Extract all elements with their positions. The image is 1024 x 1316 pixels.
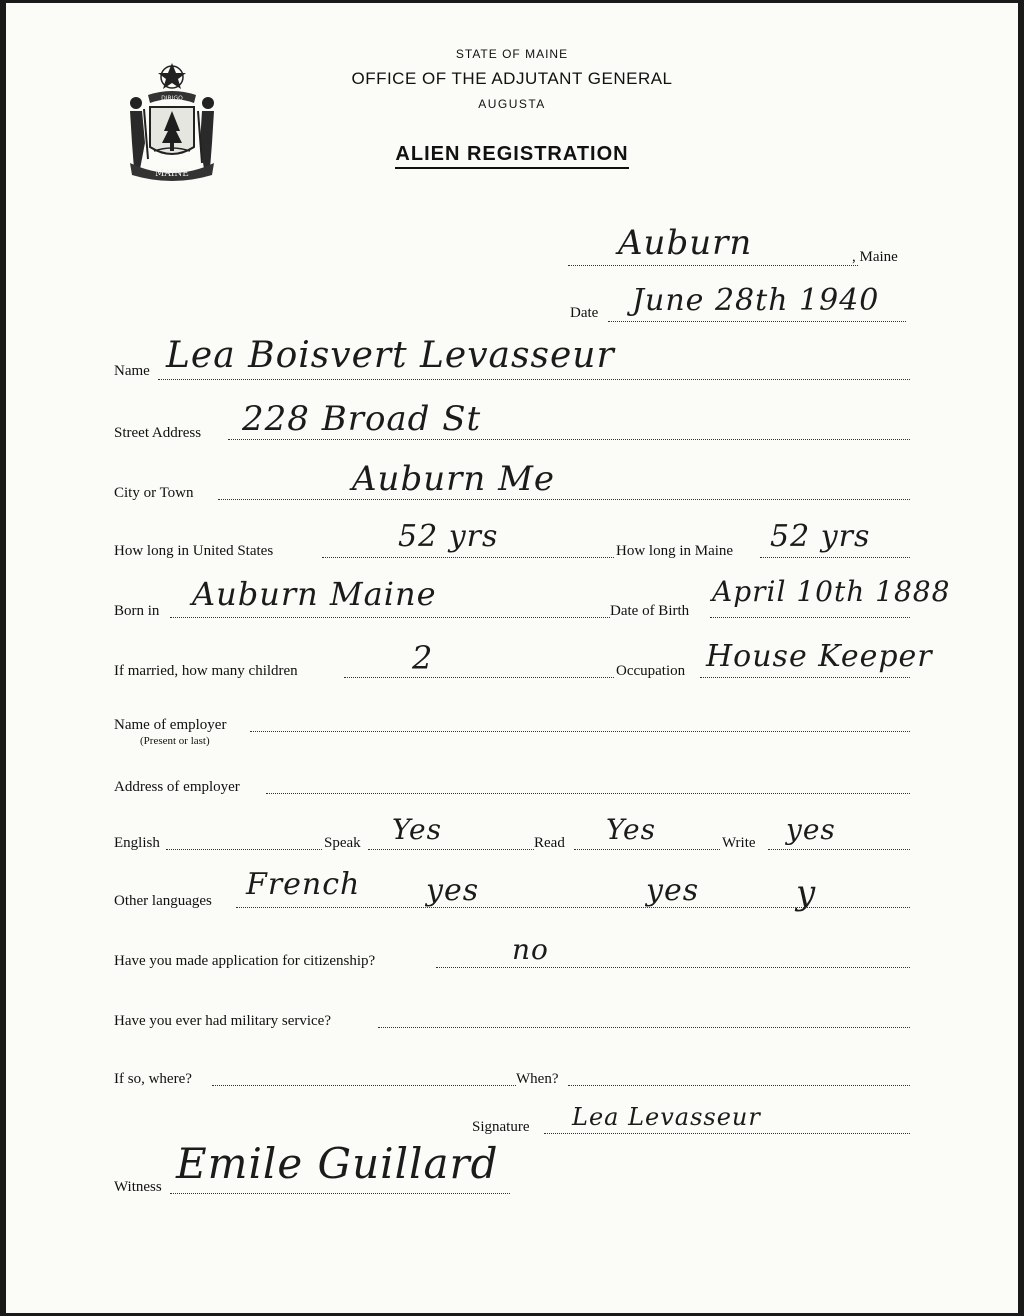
city-value: Auburn Me: [352, 459, 556, 499]
header-state: STATE OF MAINE: [455, 47, 569, 61]
occupation-label: Occupation: [616, 663, 686, 679]
citizenship-label: Have you made application for citizenship?: [114, 953, 376, 969]
read-label: Read: [534, 835, 565, 851]
other-read-value: yes: [646, 873, 700, 908]
citizenship-line: [436, 967, 910, 968]
date-value: June 28th 1940: [632, 283, 880, 318]
english-label: English: [114, 835, 160, 851]
witness-label: Witness: [114, 1179, 162, 1195]
town-line: [568, 265, 858, 266]
born-label: Born in: [114, 603, 160, 619]
dob-label: Date of Birth: [610, 603, 690, 619]
employer-line: [250, 731, 910, 732]
speak-line: [368, 849, 534, 850]
name-label: Name: [114, 363, 150, 379]
date-label: Date: [570, 305, 599, 321]
other-speak-value: yes: [426, 873, 480, 908]
military-line: [378, 1027, 910, 1028]
city-line: [218, 499, 910, 500]
page-title: ALIEN REGISTRATION: [395, 143, 628, 169]
occupation-value: House Keeper: [706, 639, 933, 674]
street-value: 228 Broad St: [242, 399, 482, 439]
signature-label: Signature: [472, 1119, 530, 1135]
dob-value: April 10th 1888: [712, 575, 951, 608]
children-value: 2: [412, 639, 434, 677]
born-line: [170, 617, 610, 618]
maine-value: 52 yrs: [770, 519, 871, 554]
where-line: [212, 1085, 516, 1086]
witness-value: Emile Guillard: [176, 1139, 499, 1188]
signature-line: [544, 1133, 910, 1134]
write-value: yes: [786, 813, 836, 846]
city-label: City or Town: [114, 485, 194, 501]
date-line: [608, 321, 906, 322]
witness-line: [170, 1193, 510, 1194]
children-label: If married, how many children: [114, 663, 298, 679]
other-lang-label: Other languages: [114, 893, 212, 909]
citizenship-value: no: [512, 933, 549, 966]
us-line: [322, 557, 614, 558]
street-line: [228, 439, 910, 440]
name-value: Lea Boisvert Levasseur: [166, 335, 615, 376]
street-label: Street Address: [114, 425, 202, 441]
other-lang-value: French: [246, 867, 361, 902]
born-value: Auburn Maine: [192, 575, 437, 613]
employer-addr-label: Address of employer: [114, 779, 240, 795]
english-line: [166, 849, 322, 850]
header-city: AUGUSTA: [478, 97, 546, 111]
signature-value: Lea Levasseur: [572, 1103, 761, 1131]
maine-line: [760, 557, 910, 558]
when-line: [568, 1085, 910, 1086]
military-label: Have you ever had military service?: [114, 1013, 331, 1029]
svg-text:MAINE: MAINE: [155, 169, 189, 179]
speak-value: Yes: [392, 813, 442, 846]
name-line: [158, 379, 910, 380]
children-line: [344, 677, 614, 678]
maine-label: How long in Maine: [616, 543, 734, 559]
where-label: If so, where?: [114, 1071, 192, 1087]
dob-line: [710, 617, 910, 618]
employer-sub: (Present or last): [140, 735, 210, 747]
header-office: OFFICE OF THE ADJUTANT GENERAL: [351, 69, 673, 88]
employer-label: Name of employer: [114, 717, 227, 733]
speak-label: Speak: [324, 835, 361, 851]
town-value: Auburn: [618, 223, 753, 263]
employer-addr-line: [266, 793, 910, 794]
title-wrap: [6, 143, 1018, 166]
us-label: How long in United States: [114, 543, 274, 559]
state-suffix: , Maine: [852, 249, 898, 265]
read-value: Yes: [606, 813, 656, 846]
when-label: When?: [516, 1071, 559, 1087]
occupation-line: [700, 677, 910, 678]
us-value: 52 yrs: [398, 519, 499, 554]
svg-text:DIRIGO: DIRIGO: [161, 95, 183, 102]
other-write-value: y: [796, 873, 817, 913]
write-label: Write: [722, 835, 756, 851]
write-line: [768, 849, 910, 850]
document-page: [6, 3, 1018, 1313]
read-line: [574, 849, 720, 850]
